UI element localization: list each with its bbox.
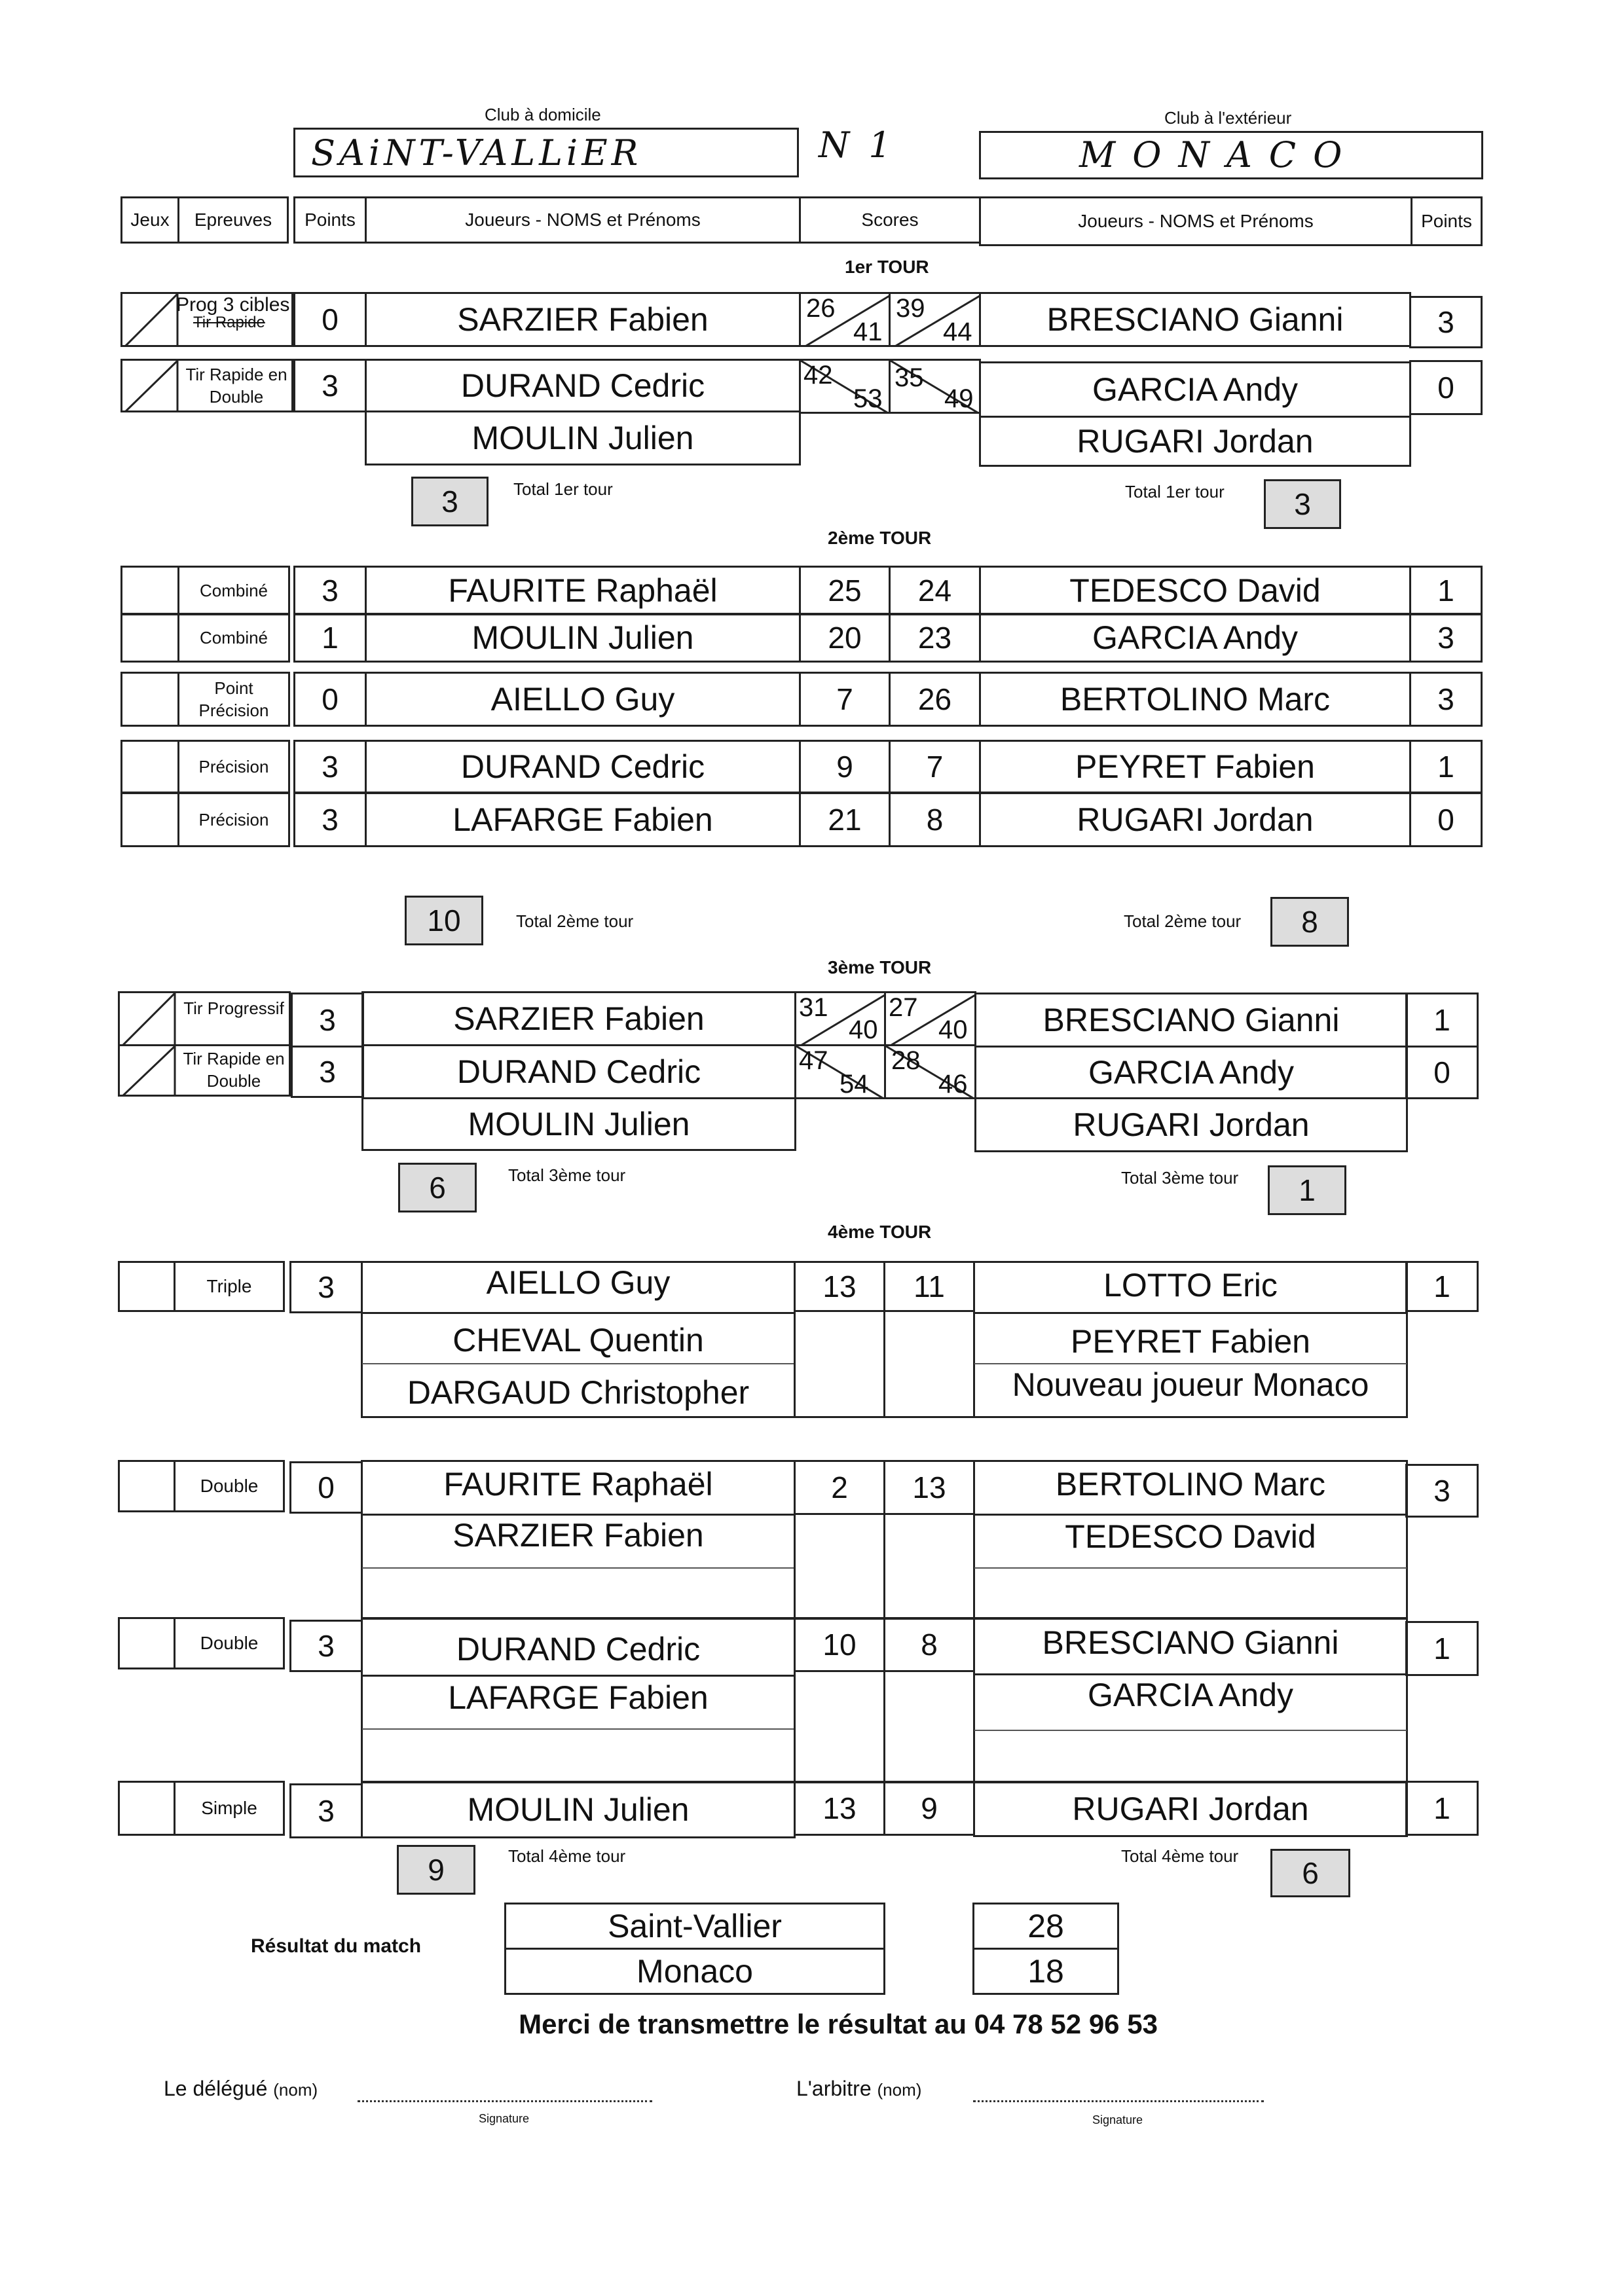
t4-triple-away-3[interactable]: Nouveau joueur Monaco	[1012, 1366, 1369, 1403]
t4-double1-home-1[interactable]: FAURITE Raphaël	[443, 1466, 713, 1503]
t3r2-player-home-1[interactable]: DURAND Cedric	[361, 1044, 796, 1099]
t4-double1-home-sep	[362, 1567, 794, 1569]
t4-double1-score-home[interactable]: 2	[794, 1460, 885, 1515]
t4-triple-away-2[interactable]: PEYRET Fabien	[1071, 1323, 1310, 1360]
t1r1-player-home[interactable]: SARZIER Fabien	[365, 292, 801, 347]
t2-row4-score-away[interactable]: 8	[889, 792, 981, 847]
t2-row4-event: Précision	[177, 792, 290, 847]
t1r2-s1a: 42	[803, 361, 833, 390]
t3r2-player-home-2[interactable]: MOULIN Julien	[361, 1097, 796, 1151]
t2-row0-points-away[interactable]: 1	[1409, 566, 1483, 615]
t4-simple-score-away[interactable]: 9	[883, 1781, 975, 1836]
col-points-home: Points	[293, 196, 367, 244]
tour2-title: 2ème TOUR	[828, 528, 932, 548]
delegate-name-input[interactable]	[358, 2100, 652, 2102]
referee-signature: Signature	[1092, 2113, 1143, 2126]
t1r2-player-home-2[interactable]: MOULIN Julien	[365, 410, 801, 465]
t1r2-points-away[interactable]: 0	[1409, 360, 1483, 415]
t1r2-score-away[interactable]	[889, 359, 981, 414]
t2-total-label-away: Total 2ème tour	[1124, 911, 1242, 931]
t3r2-s1a: 47	[799, 1046, 828, 1075]
t2-row2-score-away[interactable]: 26	[889, 672, 981, 727]
t4-simple-points-away[interactable]: 1	[1405, 1781, 1479, 1836]
t3r1-score-away[interactable]	[884, 991, 976, 1046]
t4-total-home: 9	[397, 1845, 475, 1895]
t4-triple-event: Triple	[174, 1261, 285, 1312]
t4-triple-home-1[interactable]: AIELLO Guy	[486, 1264, 671, 1301]
t2-row3-score-home[interactable]: 9	[799, 740, 891, 793]
home-club-name: SAiNT-VALLiER	[311, 132, 642, 173]
col-players-away: Joueurs - NOMS et Prénoms	[979, 196, 1412, 246]
t3-total-label-home: Total 3ème tour	[508, 1165, 626, 1185]
tour1-title: 1er TOUR	[845, 257, 929, 277]
t2-row4-player-away[interactable]: RUGARI Jordan	[979, 792, 1411, 847]
result-home-score: 28	[972, 1903, 1119, 1950]
delegate-nom: (nom)	[273, 2080, 318, 2100]
t2-row1-score-away[interactable]: 23	[889, 613, 981, 663]
t2-row0-score-home[interactable]: 25	[799, 566, 891, 615]
t4-triple-home-sep	[362, 1363, 794, 1364]
result-away-team: Monaco	[504, 1948, 885, 1995]
t2-row2-score-home[interactable]: 7	[799, 672, 891, 727]
t4-double2-home-sep	[362, 1728, 794, 1730]
referee-nom: (nom)	[877, 2080, 922, 2100]
col-epreuves: Epreuves	[177, 196, 289, 244]
t4-double2-home-2[interactable]: LAFARGE Fabien	[448, 1679, 709, 1716]
t1r1-s2a: 39	[896, 294, 925, 323]
t3r1-score-home[interactable]	[794, 991, 886, 1046]
referee-name-input[interactable]	[973, 2100, 1264, 2102]
t2-row4-jeux[interactable]	[120, 792, 179, 847]
t1r1-points-away[interactable]: 3	[1409, 296, 1483, 348]
t3r1-s1b: 40	[849, 1015, 878, 1044]
t4-double2-points-away[interactable]: 1	[1405, 1621, 1479, 1676]
t2-row3-player-home[interactable]: DURAND Cedric	[365, 740, 801, 793]
result-label: Résultat du match	[251, 1935, 422, 1957]
t4-triple-score-home[interactable]: 13	[794, 1261, 885, 1312]
delegate-field-label	[164, 2077, 318, 2101]
t2-row3-player-away[interactable]: PEYRET Fabien	[979, 740, 1411, 793]
t4-double1-points-home[interactable]: 0	[289, 1461, 363, 1514]
t4-triple-points-home[interactable]: 3	[289, 1261, 363, 1313]
t3r2-score-home[interactable]	[794, 1044, 886, 1099]
delegate-signature: Signature	[479, 2112, 530, 2125]
t1r2-player-away-2[interactable]: RUGARI Jordan	[979, 416, 1411, 467]
t2-row0-score-away[interactable]: 24	[889, 566, 981, 615]
t1r2-event-cell	[120, 359, 293, 412]
t2-row1-jeux[interactable]	[120, 613, 179, 663]
t2-row1-points-home[interactable]: 1	[293, 613, 367, 663]
t3-total-home: 6	[398, 1163, 477, 1212]
t3r2-player-away-1[interactable]: GARCIA Andy	[974, 1046, 1408, 1099]
col-jeux: Jeux	[120, 196, 179, 244]
t4-triple-jeux[interactable]	[118, 1261, 175, 1312]
t3r2-points-away[interactable]: 0	[1405, 1046, 1479, 1099]
t2-row1-score-home[interactable]: 20	[799, 613, 891, 663]
t1r1-score-away[interactable]	[889, 292, 981, 347]
t4-double1-score-away[interactable]: 13	[883, 1460, 975, 1515]
t3-total-label-away: Total 3ème tour	[1121, 1168, 1239, 1188]
t4-double2-jeux[interactable]	[118, 1617, 175, 1669]
t4-simple-player-home[interactable]: MOULIN Julien	[361, 1781, 796, 1838]
t2-row1-points-away[interactable]: 3	[1409, 613, 1483, 663]
t2-row0-player-home[interactable]: FAURITE Raphaël	[365, 566, 801, 615]
t4-total-away: 6	[1270, 1849, 1350, 1897]
t2-row2-points-home[interactable]: 0	[293, 672, 367, 727]
t4-double2-event: Double	[174, 1617, 285, 1669]
t4-double1-event: Double	[174, 1460, 285, 1512]
t3r1-player-away[interactable]: BRESCIANO Gianni	[974, 993, 1408, 1048]
t3r2-event-cell	[118, 1044, 291, 1097]
t2-row2-player-home[interactable]: AIELLO Guy	[365, 672, 801, 727]
t1r1-s1a: 26	[806, 294, 836, 323]
t3r1-s2a: 27	[889, 993, 918, 1022]
t3r2-s1b: 54	[840, 1070, 869, 1099]
t1r1-event-b: Tir Rapide	[193, 314, 265, 331]
t4-triple-score-away[interactable]: 11	[883, 1261, 975, 1312]
t4-simple-event: Simple	[174, 1781, 285, 1836]
t4-simple-jeux[interactable]	[118, 1781, 175, 1836]
t4-triple-home-3[interactable]: DARGAUD Christopher	[407, 1374, 750, 1411]
t3r1-points-home[interactable]: 3	[291, 993, 364, 1048]
division-label: N 1	[819, 124, 895, 166]
t2-row0-jeux[interactable]	[120, 566, 179, 615]
t2-row1-player-away[interactable]: GARCIA Andy	[979, 613, 1411, 663]
t3r1-points-away[interactable]: 1	[1405, 993, 1479, 1048]
t1r1-event-cell	[120, 292, 293, 347]
t2-row2-player-away[interactable]: BERTOLINO Marc	[979, 672, 1411, 727]
t4-simple-points-home[interactable]: 3	[289, 1783, 363, 1838]
t1r2-s1b: 53	[853, 384, 883, 413]
t2-row0-player-away[interactable]: TEDESCO David	[979, 566, 1411, 615]
away-club-field[interactable]	[979, 131, 1483, 179]
t1r1-player-away[interactable]: BRESCIANO Gianni	[979, 292, 1411, 347]
t4-double2-away-sep0	[974, 1673, 1407, 1675]
t4-simple-player-away[interactable]: RUGARI Jordan	[973, 1781, 1408, 1837]
t2-row3-points-home[interactable]: 3	[293, 740, 367, 793]
t4-triple-away-1[interactable]: LOTTO Eric	[1103, 1267, 1278, 1303]
t1-total-away: 3	[1264, 479, 1341, 529]
t4-double1-away-2[interactable]: TEDESCO David	[1065, 1518, 1316, 1555]
t4-total-label-away: Total 4ème tour	[1121, 1846, 1239, 1866]
t4-double2-away-2[interactable]: GARCIA Andy	[1087, 1677, 1294, 1713]
t4-total-label-home: Total 4ème tour	[508, 1846, 626, 1866]
t1-total-label-home: Total 1er tour	[513, 479, 613, 499]
col-players-home: Joueurs - NOMS et Prénoms	[365, 196, 801, 244]
t2-row4-score-home[interactable]: 21	[799, 792, 891, 847]
t1r1-event-a: Prog 3 cibles	[176, 294, 290, 316]
t2-row3-jeux[interactable]	[120, 740, 179, 793]
t4-simple-score-home[interactable]: 13	[794, 1781, 885, 1836]
t4-double1-points-away[interactable]: 3	[1405, 1464, 1479, 1518]
t3r2-player-away-2[interactable]: RUGARI Jordan	[974, 1097, 1408, 1152]
t2-row0-points-home[interactable]: 3	[293, 566, 367, 615]
col-points-away: Points	[1411, 196, 1483, 246]
t3r1-s1a: 31	[799, 993, 828, 1022]
t2-row3-score-away[interactable]: 7	[889, 740, 981, 793]
t3r2-s2a: 28	[891, 1046, 921, 1075]
t3r2-score-away[interactable]	[884, 1044, 976, 1099]
t2-row2-points-away[interactable]: 3	[1409, 672, 1483, 727]
t3r2-event: Tir Rapide en Double	[183, 1049, 285, 1091]
t1r2-event: Tir Rapide en Double	[185, 365, 287, 407]
away-club-name: MONACO	[1079, 134, 1359, 175]
t1r2-s2a: 35	[895, 363, 924, 392]
referee-field-label	[796, 2077, 921, 2101]
t4-triple-home-2[interactable]: CHEVAL Quentin	[452, 1322, 704, 1358]
t4-double2-away-1[interactable]: BRESCIANO Gianni	[1042, 1624, 1339, 1661]
t2-row4-points-away[interactable]: 0	[1409, 792, 1483, 847]
t2-row4-points-home[interactable]: 3	[293, 792, 367, 847]
t3r1-event: Tir Progressif	[183, 998, 284, 1018]
t4-triple-away-sep0	[974, 1312, 1407, 1314]
away-club-label: Club à l'extérieur	[1164, 108, 1292, 128]
result-away-score: 18	[972, 1948, 1119, 1995]
t2-row3-points-away[interactable]: 1	[1409, 740, 1483, 793]
t2-row1-player-home[interactable]: MOULIN Julien	[365, 613, 801, 663]
t2-row1-event: Combiné	[177, 613, 290, 663]
t4-double1-away-sep	[974, 1567, 1407, 1569]
t1r1-score-home[interactable]	[799, 292, 891, 347]
t1-total-home: 3	[411, 477, 489, 526]
referee-label: L'arbitre	[796, 2077, 872, 2100]
t1r1-s1b: 41	[853, 318, 883, 346]
t4-double1-jeux[interactable]	[118, 1460, 175, 1512]
t1r2-s2b: 49	[944, 384, 974, 413]
t4-double2-score-away[interactable]: 8	[883, 1617, 975, 1672]
t2-total-home: 10	[405, 896, 483, 945]
col-scores: Scores	[799, 196, 981, 244]
t3r2-s2b: 46	[938, 1070, 968, 1099]
tour4-title: 4ème TOUR	[828, 1222, 932, 1242]
t2-row3-event: Précision	[177, 740, 290, 793]
home-club-field[interactable]	[293, 128, 799, 177]
transmit-note: Merci de transmettre le résultat au 04 78 52 96 53	[519, 2009, 1158, 2039]
t4-double2-score-home[interactable]: 10	[794, 1617, 885, 1672]
home-club-label: Club à domicile	[485, 105, 601, 124]
t1r2-points-home[interactable]: 3	[293, 359, 367, 412]
t1r2-score-home[interactable]	[799, 359, 891, 414]
t2-row2-event: Point Précision	[177, 672, 290, 727]
t2-row0-event: Combiné	[177, 566, 290, 615]
t3r1-s2b: 40	[938, 1015, 968, 1044]
t3-total-away: 1	[1268, 1165, 1346, 1215]
t4-triple-points-away[interactable]: 1	[1405, 1261, 1479, 1312]
t4-triple-home-sep0	[362, 1312, 794, 1314]
t3r1-event-cell	[118, 991, 291, 1046]
t1r1-s2b: 44	[943, 318, 972, 346]
result-home-team: Saint-Vallier	[504, 1903, 885, 1950]
t2-total-label-home: Total 2ème tour	[516, 911, 634, 931]
t1r1-points-home[interactable]: 0	[293, 292, 367, 347]
t3r1-player-home[interactable]: SARZIER Fabien	[361, 991, 796, 1046]
t1-total-label-away: Total 1er tour	[1125, 482, 1225, 501]
t4-double1-home-2[interactable]: SARZIER Fabien	[452, 1517, 704, 1554]
t4-triple-away-sep	[974, 1363, 1407, 1364]
t2-row2-jeux[interactable]	[120, 672, 179, 727]
t4-double2-points-home[interactable]: 3	[289, 1620, 363, 1672]
t4-double2-away-sep	[974, 1730, 1407, 1731]
t4-double1-away-1[interactable]: BERTOLINO Marc	[1055, 1466, 1326, 1503]
t2-row4-player-home[interactable]: LAFARGE Fabien	[365, 792, 801, 847]
t4-double2-home-1[interactable]: DURAND Cedric	[456, 1631, 701, 1667]
t1r2-player-away-1[interactable]: GARCIA Andy	[979, 361, 1411, 418]
t4-double1-away-sep0	[974, 1514, 1407, 1516]
tour3-title: 3ème TOUR	[828, 957, 932, 977]
t2-total-away: 8	[1270, 897, 1349, 947]
t1r2-player-home-1[interactable]: DURAND Cedric	[365, 359, 801, 412]
t4-double1-home-sep0	[362, 1514, 794, 1516]
t4-double2-home-sep0	[362, 1675, 794, 1677]
delegate-label: Le délégué	[164, 2077, 268, 2100]
t3r2-points-home[interactable]: 3	[291, 1046, 364, 1098]
